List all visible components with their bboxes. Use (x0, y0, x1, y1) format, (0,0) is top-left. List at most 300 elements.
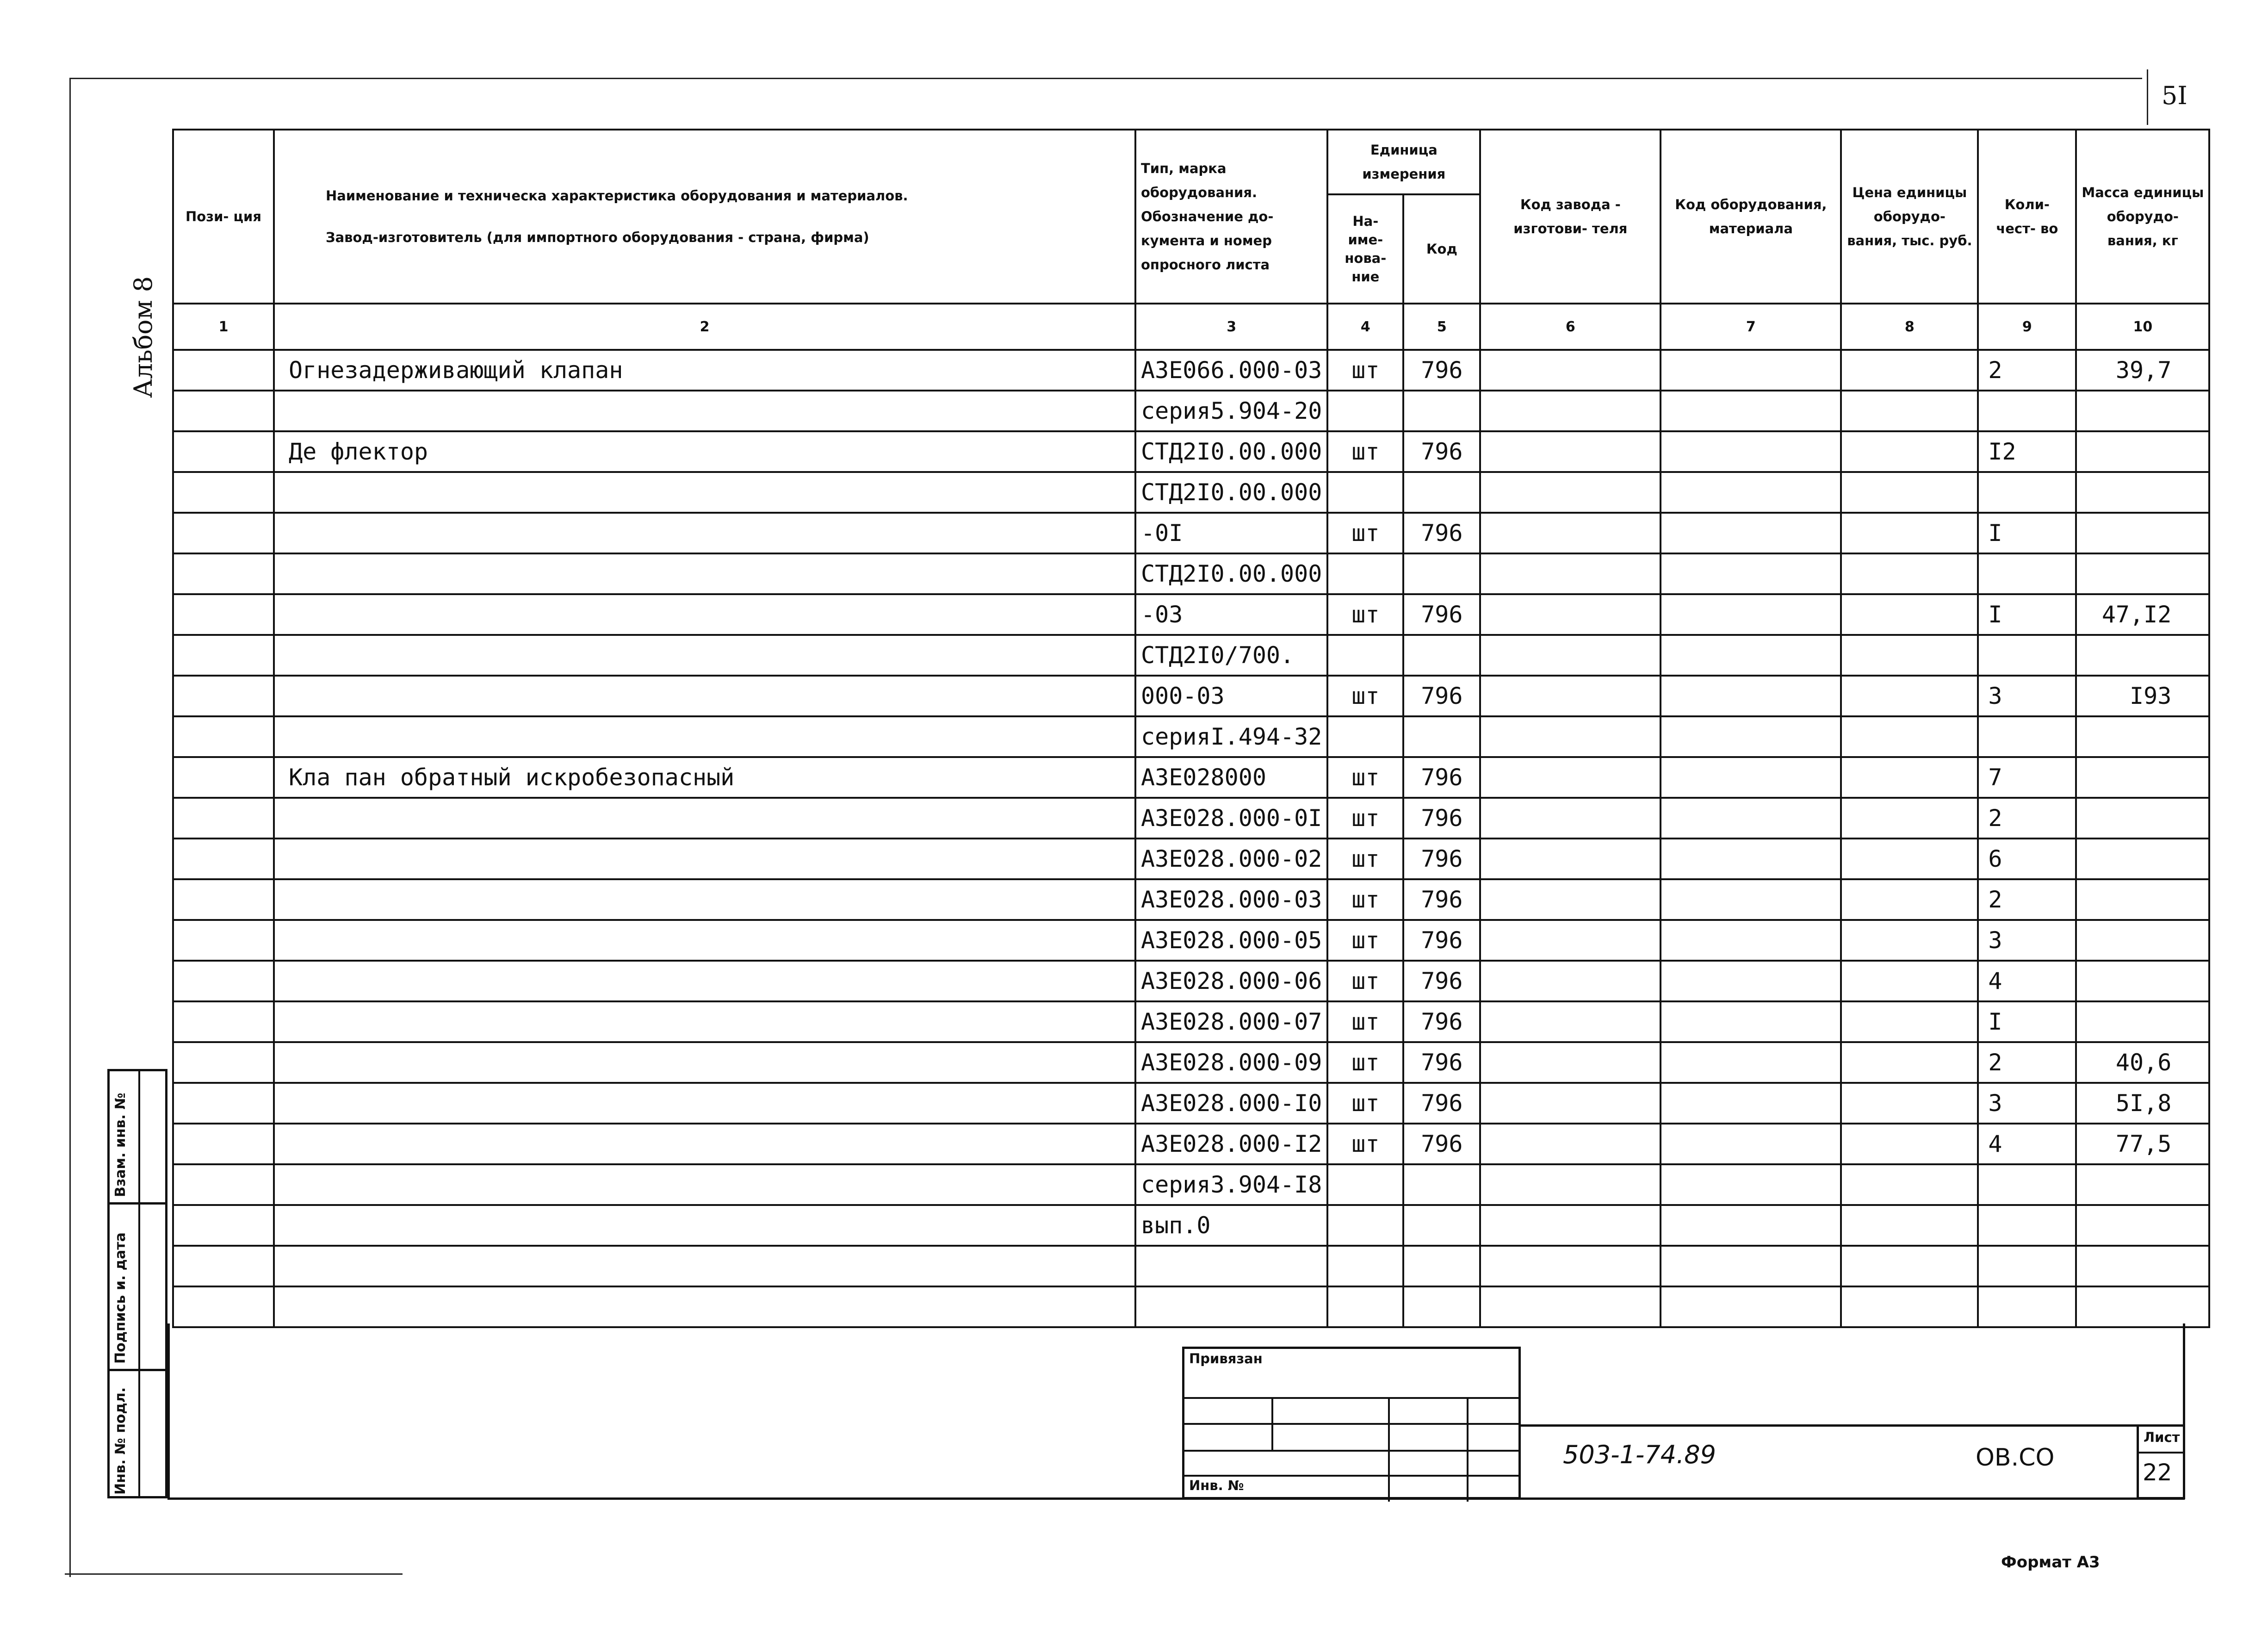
cell-qty: I (1978, 513, 2076, 553)
sheet-corner-number: 5I (2162, 81, 2187, 110)
cell-plant-code (1480, 553, 1661, 594)
cell-position (173, 961, 274, 1001)
header-name-line1: Наименование и техническа характеристика оборудования и материалов. (326, 188, 908, 204)
cell-mass (2076, 472, 2209, 513)
cell-name (274, 553, 1135, 594)
header-unit-price: Цена единицы оборудо- вания, тыс. руб. (1841, 130, 1978, 304)
side-stamp-vzam: Взам. инв. № (112, 1093, 129, 1197)
cell-equipment-code (1661, 472, 1841, 513)
title-block-top-line (1519, 1424, 2185, 1427)
cell-plant-code (1480, 431, 1661, 472)
cell-code: 796 (1403, 1001, 1480, 1042)
cell-price (1841, 961, 1978, 1001)
cell-doc: серия5.904-20 (1135, 391, 1327, 431)
bottom-frame-bottom (167, 1497, 2185, 1500)
cell-equipment-code (1661, 1286, 1841, 1327)
cell-unit: шт (1327, 350, 1403, 391)
cell-qty: 2 (1978, 879, 2076, 920)
cell-name (274, 961, 1135, 1001)
col-num-8: 8 (1841, 304, 1978, 350)
cell-position (173, 1001, 274, 1042)
table-row (173, 920, 2209, 961)
cell-doc: серия3.904-I8 (1135, 1164, 1327, 1205)
header-equipment-code: Код оборудования, материала (1661, 130, 1841, 304)
cell-unit: шт (1327, 1042, 1403, 1083)
cell-name (274, 920, 1135, 961)
cell-equipment-code (1661, 513, 1841, 553)
header-plant-code: Код завода - изготови- теля (1480, 130, 1661, 304)
bottom-frame-left (167, 1323, 170, 1499)
col-num-7: 7 (1661, 304, 1841, 350)
cell-equipment-code (1661, 920, 1841, 961)
cell-price (1841, 1286, 1978, 1327)
cell-name (274, 1001, 1135, 1042)
cell-price (1841, 391, 1978, 431)
cell-price (1841, 1205, 1978, 1246)
cell-unit (1327, 472, 1403, 513)
cell-name (274, 879, 1135, 920)
cell-plant-code (1480, 839, 1661, 879)
cell-mass (2076, 1246, 2209, 1286)
cell-mass (2076, 1001, 2209, 1042)
cell-mass (2076, 961, 2209, 1001)
cell-mass: 40,6 (2076, 1042, 2209, 1083)
cell-qty (1978, 635, 2076, 676)
cell-mass: 47,I2 (2076, 594, 2209, 635)
frame-right-corner-line (2147, 69, 2148, 125)
cell-name (274, 635, 1135, 676)
cell-mass (2076, 1286, 2209, 1327)
cell-unit: шт (1327, 676, 1403, 716)
cell-code: 796 (1403, 920, 1480, 961)
cell-qty (1978, 1164, 2076, 1205)
cell-name (274, 1286, 1135, 1327)
specification-body (173, 350, 2209, 1327)
cell-equipment-code (1661, 553, 1841, 594)
col-num-9: 9 (1978, 304, 2076, 350)
cell-unit: шт (1327, 1124, 1403, 1164)
col-num-1: 1 (173, 304, 274, 350)
cell-plant-code (1480, 635, 1661, 676)
col-num-4: 4 (1327, 304, 1403, 350)
cell-price (1841, 798, 1978, 839)
cell-code: 796 (1403, 798, 1480, 839)
cell-plant-code (1480, 961, 1661, 1001)
cell-code (1403, 553, 1480, 594)
cell-unit: шт (1327, 839, 1403, 879)
cell-unit: шт (1327, 879, 1403, 920)
cell-price (1841, 1124, 1978, 1164)
header-quantity: Коли- чест- во (1978, 130, 2076, 304)
cell-name (274, 391, 1135, 431)
cell-price (1841, 635, 1978, 676)
cell-plant-code (1480, 1205, 1661, 1246)
cell-mass: 39,7 (2076, 350, 2209, 391)
cell-unit (1327, 1246, 1403, 1286)
list-number: 22 (2143, 1459, 2172, 1486)
cell-price (1841, 1083, 1978, 1124)
cell-name (274, 676, 1135, 716)
cell-mass (2076, 920, 2209, 961)
cell-equipment-code (1661, 757, 1841, 798)
cell-doc: СТД2I0.00.000 (1135, 431, 1327, 472)
cell-unit: шт (1327, 757, 1403, 798)
table-row (173, 1286, 2209, 1327)
cell-code: 796 (1403, 1124, 1480, 1164)
side-stamp (107, 1069, 167, 1498)
cell-mass (2076, 391, 2209, 431)
cell-equipment-code (1661, 1205, 1841, 1246)
cell-code: 796 (1403, 1083, 1480, 1124)
table-row (173, 798, 2209, 839)
cell-price (1841, 350, 1978, 391)
cell-unit: шт (1327, 513, 1403, 553)
cell-doc: АЗЕ066.000-03 (1135, 350, 1327, 391)
side-stamp-inv-podl: Инв. № подл. (112, 1387, 129, 1495)
cell-plant-code (1480, 1286, 1661, 1327)
cell-position (173, 635, 274, 676)
cell-name (274, 1246, 1135, 1286)
cell-plant-code (1480, 350, 1661, 391)
cell-doc: АЗЕ028.000-05 (1135, 920, 1327, 961)
header-name-line2: Завод-изготовитель (для импортного оборудования - страна, фирма) (326, 230, 869, 245)
header-type: Тип, марка оборудования. Обозначение до- кумента и номер опросного листа (1135, 130, 1327, 304)
cell-price (1841, 1001, 1978, 1042)
table-row (173, 431, 2209, 472)
cell-plant-code (1480, 920, 1661, 961)
privyazan-col-1 (1271, 1397, 1273, 1450)
cell-name (274, 1164, 1135, 1205)
cell-name (274, 513, 1135, 553)
cell-doc: серияI.494-32 (1135, 716, 1327, 757)
cell-code (1403, 391, 1480, 431)
table-row (173, 513, 2209, 553)
col-num-6: 6 (1480, 304, 1661, 350)
cell-code: 796 (1403, 676, 1480, 716)
cell-unit: шт (1327, 920, 1403, 961)
cell-equipment-code (1661, 1001, 1841, 1042)
cell-plant-code (1480, 1001, 1661, 1042)
side-stamp-sep-2 (110, 1369, 165, 1371)
cell-doc: -0I (1135, 513, 1327, 553)
cell-doc: АЗЕ028.000-06 (1135, 961, 1327, 1001)
cell-price (1841, 716, 1978, 757)
cell-qty: 4 (1978, 1124, 2076, 1164)
cell-plant-code (1480, 798, 1661, 839)
cell-doc: вып.0 (1135, 1205, 1327, 1246)
cell-price (1841, 879, 1978, 920)
cell-unit: шт (1327, 1001, 1403, 1042)
cell-mass (2076, 1164, 2209, 1205)
cell-plant-code (1480, 757, 1661, 798)
cell-name (274, 1124, 1135, 1164)
list-label: Лист (2144, 1429, 2180, 1445)
cell-position (173, 1246, 274, 1286)
cell-equipment-code (1661, 961, 1841, 1001)
cell-plant-code (1480, 1083, 1661, 1124)
cell-code: 796 (1403, 1042, 1480, 1083)
cell-equipment-code (1661, 676, 1841, 716)
cell-doc: СТД2I0.00.000 (1135, 553, 1327, 594)
cell-name (274, 839, 1135, 879)
cell-qty: 2 (1978, 1042, 2076, 1083)
side-stamp-divider (138, 1071, 140, 1496)
cell-price (1841, 594, 1978, 635)
cell-position (173, 1205, 274, 1246)
cell-code (1403, 716, 1480, 757)
cell-unit: шт (1327, 798, 1403, 839)
cell-position (173, 513, 274, 553)
column-number-row (173, 304, 2209, 350)
cell-price (1841, 676, 1978, 716)
cell-name (274, 472, 1135, 513)
cell-doc: АЗЕ028.000-I2 (1135, 1124, 1327, 1164)
table-row (173, 961, 2209, 1001)
cell-equipment-code (1661, 716, 1841, 757)
cell-equipment-code (1661, 839, 1841, 879)
frame-bottom-stub (65, 1573, 403, 1575)
cell-name (274, 716, 1135, 757)
cell-doc: АЗЕ028.000-02 (1135, 839, 1327, 879)
cell-name: Огнезадерживающий клапан (274, 350, 1135, 391)
cell-code: 796 (1403, 961, 1480, 1001)
cell-qty: I (1978, 1001, 2076, 1042)
cell-qty (1978, 1205, 2076, 1246)
cell-position (173, 431, 274, 472)
cell-qty (1978, 716, 2076, 757)
cell-doc: АЗЕ028.000-09 (1135, 1042, 1327, 1083)
col-num-3: 3 (1135, 304, 1327, 350)
cell-mass (2076, 839, 2209, 879)
table-row (173, 716, 2209, 757)
cell-unit: шт (1327, 961, 1403, 1001)
side-stamp-sep-1 (110, 1202, 165, 1205)
cell-mass: 77,5 (2076, 1124, 2209, 1164)
cell-unit: шт (1327, 594, 1403, 635)
cell-plant-code (1480, 513, 1661, 553)
cell-plant-code (1480, 716, 1661, 757)
cell-position (173, 1083, 274, 1124)
cell-code (1403, 1286, 1480, 1327)
cell-doc: СТД2I0/700. (1135, 635, 1327, 676)
cell-mass (2076, 798, 2209, 839)
cell-doc (1135, 1286, 1327, 1327)
cell-position (173, 1042, 274, 1083)
table-row (173, 553, 2209, 594)
cell-price (1841, 757, 1978, 798)
cell-doc: АЗЕ028.000-07 (1135, 1001, 1327, 1042)
cell-code: 796 (1403, 757, 1480, 798)
cell-mass (2076, 757, 2209, 798)
cell-qty: 4 (1978, 961, 2076, 1001)
cell-qty: 3 (1978, 676, 2076, 716)
frame-left-line (69, 78, 71, 1577)
table-row (173, 1042, 2209, 1083)
cell-name: Де флектор (274, 431, 1135, 472)
cell-plant-code (1480, 676, 1661, 716)
cell-doc: -03 (1135, 594, 1327, 635)
cell-position (173, 716, 274, 757)
cell-mass (2076, 553, 2209, 594)
cell-position (173, 1286, 274, 1327)
cell-unit: шт (1327, 431, 1403, 472)
cell-unit (1327, 635, 1403, 676)
cell-doc: АЗЕ028.000-I0 (1135, 1083, 1327, 1124)
cell-unit (1327, 716, 1403, 757)
cell-code (1403, 1205, 1480, 1246)
cell-equipment-code (1661, 594, 1841, 635)
cell-code: 796 (1403, 839, 1480, 879)
cell-code (1403, 472, 1480, 513)
cell-price (1841, 1042, 1978, 1083)
cell-mass (2076, 431, 2209, 472)
cell-mass: I93 (2076, 676, 2209, 716)
table-row (173, 594, 2209, 635)
side-stamp-podpis: Подпись и. дата (112, 1232, 129, 1364)
cell-plant-code (1480, 1042, 1661, 1083)
list-box (2137, 1424, 2185, 1499)
cell-position (173, 839, 274, 879)
table-row (173, 635, 2209, 676)
cell-price (1841, 553, 1978, 594)
format-label: Формат А3 (2001, 1553, 2100, 1572)
cell-position (173, 757, 274, 798)
privyazan-col-2 (1388, 1397, 1390, 1502)
table-row (173, 1205, 2209, 1246)
cell-qty (1978, 1286, 2076, 1327)
cell-position (173, 472, 274, 513)
table-row (173, 391, 2209, 431)
col-num-10: 10 (2076, 304, 2209, 350)
cell-qty (1978, 472, 2076, 513)
cell-doc: АЗЕ028000 (1135, 757, 1327, 798)
cell-qty: I2 (1978, 431, 2076, 472)
cell-qty: I (1978, 594, 2076, 635)
cell-position (173, 920, 274, 961)
cell-position (173, 1124, 274, 1164)
frame-top-line (69, 78, 2142, 79)
cell-doc: СТД2I0.00.000 (1135, 472, 1327, 513)
cell-position (173, 879, 274, 920)
cell-equipment-code (1661, 1042, 1841, 1083)
cell-unit (1327, 391, 1403, 431)
cell-position (173, 350, 274, 391)
cell-code (1403, 1246, 1480, 1286)
specification-table (172, 129, 2210, 1328)
cell-unit (1327, 1205, 1403, 1246)
cell-qty (1978, 553, 2076, 594)
cell-plant-code (1480, 472, 1661, 513)
cell-plant-code (1480, 594, 1661, 635)
table-row (173, 757, 2209, 798)
table-row (173, 1083, 2209, 1124)
privyazan-block (1182, 1347, 1521, 1499)
cell-price (1841, 839, 1978, 879)
col-num-5: 5 (1403, 304, 1480, 350)
cell-qty: 7 (1978, 757, 2076, 798)
header-name (274, 130, 1135, 304)
header-position: Пози- ция (173, 130, 274, 304)
cell-position (173, 553, 274, 594)
header-unit-name: На- име- нова- ние (1327, 194, 1403, 304)
cell-name (274, 798, 1135, 839)
cell-position (173, 594, 274, 635)
cell-qty: 3 (1978, 920, 2076, 961)
cell-plant-code (1480, 1124, 1661, 1164)
cell-equipment-code (1661, 879, 1841, 920)
privyazan-label: Привязан (1189, 1351, 1263, 1367)
cell-unit: шт (1327, 1083, 1403, 1124)
cell-equipment-code (1661, 350, 1841, 391)
privyazan-col-3 (1467, 1397, 1469, 1502)
cell-qty: 2 (1978, 798, 2076, 839)
cell-name: Кла пан обратный искробезопасный (274, 757, 1135, 798)
cell-qty: 2 (1978, 350, 2076, 391)
cell-price (1841, 431, 1978, 472)
cell-mass (2076, 1205, 2209, 1246)
cell-doc: 000-03 (1135, 676, 1327, 716)
header-unit-group: Единица измерения (1327, 130, 1480, 194)
cell-code (1403, 1164, 1480, 1205)
table-row (173, 472, 2209, 513)
inv-no-label: Инв. № (1189, 1478, 1244, 1493)
cell-plant-code (1480, 1246, 1661, 1286)
col-num-2: 2 (274, 304, 1135, 350)
cell-qty (1978, 391, 2076, 431)
table-row (173, 839, 2209, 879)
cell-price (1841, 1164, 1978, 1205)
cell-name (274, 1083, 1135, 1124)
cell-equipment-code (1661, 431, 1841, 472)
cell-code: 796 (1403, 513, 1480, 553)
table-row (173, 676, 2209, 716)
cell-mass (2076, 879, 2209, 920)
cell-equipment-code (1661, 1124, 1841, 1164)
cell-code: 796 (1403, 350, 1480, 391)
cell-name (274, 1205, 1135, 1246)
header-unit-mass: Масса единицы оборудо- вания, кг (2076, 130, 2209, 304)
cell-plant-code (1480, 879, 1661, 920)
table-row (173, 350, 2209, 391)
cell-code (1403, 635, 1480, 676)
cell-plant-code (1480, 1164, 1661, 1205)
cell-position (173, 1164, 274, 1205)
cell-price (1841, 472, 1978, 513)
cell-price (1841, 513, 1978, 553)
cell-equipment-code (1661, 1246, 1841, 1286)
cell-mass (2076, 635, 2209, 676)
cell-code: 796 (1403, 879, 1480, 920)
cell-name (274, 594, 1135, 635)
album-label: Альбом 8 (129, 276, 158, 398)
cell-equipment-code (1661, 798, 1841, 839)
cell-qty: 6 (1978, 839, 2076, 879)
cell-position (173, 676, 274, 716)
cell-qty: 3 (1978, 1083, 2076, 1124)
cell-unit (1327, 1286, 1403, 1327)
cell-equipment-code (1661, 1083, 1841, 1124)
cell-mass (2076, 716, 2209, 757)
table-row (173, 1001, 2209, 1042)
table-row (173, 1124, 2209, 1164)
cell-position (173, 798, 274, 839)
cell-position (173, 391, 274, 431)
cell-doc (1135, 1246, 1327, 1286)
table-row (173, 1164, 2209, 1205)
cell-equipment-code (1661, 635, 1841, 676)
header-unit-code: Код (1403, 194, 1480, 304)
list-box-divider (2139, 1452, 2183, 1454)
